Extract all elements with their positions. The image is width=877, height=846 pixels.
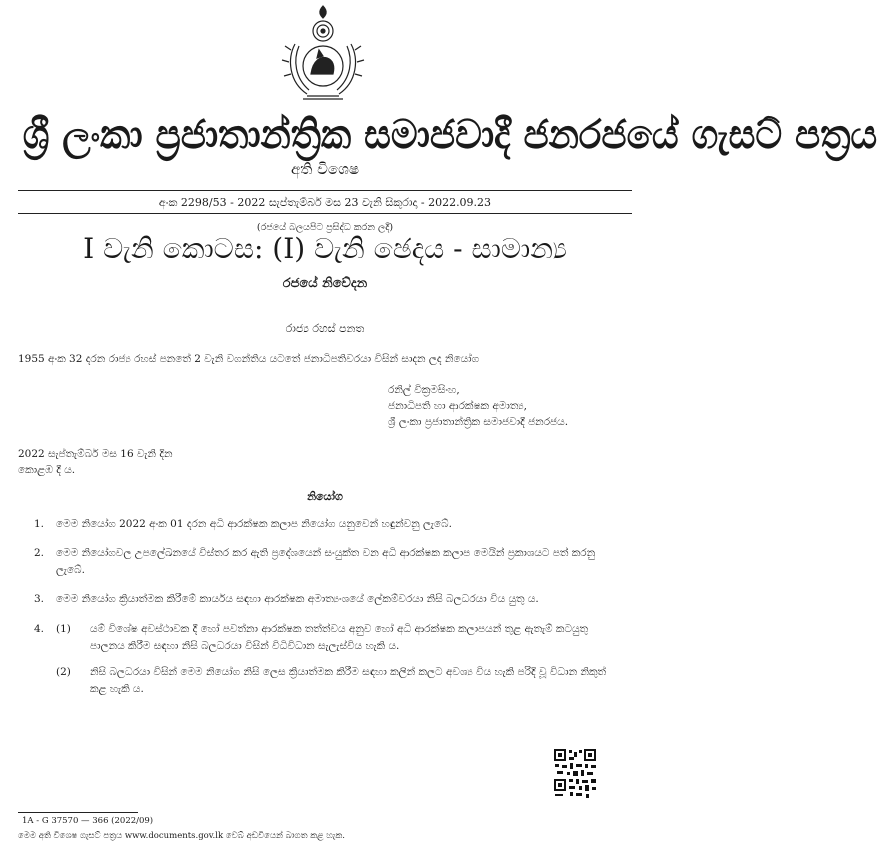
sub-title: රජයේ නිවේදන xyxy=(282,276,368,291)
subparagraph-number: (1) xyxy=(56,623,71,635)
gazette-title: ශ්‍රී ලංකා ප්‍රජාතාන්ත්‍රික සමාජවාදී ජනරජයේ ගැසට් පත්‍රය xyxy=(22,112,877,158)
footer-code: 1A - G 37570 — 366 (2022/09) xyxy=(22,816,154,826)
paragraph-number: 1. xyxy=(34,518,45,530)
orders-heading: නියෝග xyxy=(307,490,343,503)
paragraph-number: 3. xyxy=(34,593,45,605)
section-title: රාජ්‍ය රහස් පනත xyxy=(285,322,365,335)
place-line: කොළඹ දී ය. xyxy=(18,464,76,476)
published-by: (රජයේ බලයපිට ප්‍රසිද්ධ කරන ලදී) xyxy=(256,222,394,233)
paragraph-number: 2. xyxy=(34,547,45,559)
paragraph-number: 4. xyxy=(34,623,45,635)
subparagraph-text: යම් විශේෂ අවස්ථාවක දී හෝ පවත්නා ආරක්ෂක තත්ත්වය අනුව හෝ අධි ආරක්ෂක කලාපයන් තුළ ඇතැම් කටයුතු පාලනය කිරීම සඳහා නිසි බලධරයා විසින් විධිවිධාන සැලැස්විය හැකි ය. xyxy=(90,623,589,652)
paragraph-text: මෙම නියෝගවල උපලේඛනයේ විස්තර කර ඇති ප්‍රදේශයෙන් සංයුක්ත වන අධි ආරක්ෂක කලාප මෙයින් ප්‍රකාශයට පත් කරනු ලැබේ. xyxy=(56,547,596,576)
subparagraph-number: (2) xyxy=(56,666,71,678)
order-line: 1955 අංක 32 දරන රාජ්‍ය රහස් පනතේ 2 වැනි වගන්තිය යටතේ ජනාධිපතිවරයා විසින් සාදන ලද නියෝග xyxy=(18,353,480,365)
footer-note: මෙම අති විශෙෂ ගැසට් පත්‍රය www.documents.gov.lk වෙබ් අඩවියෙන් බාගත කළ හැක. xyxy=(18,831,345,841)
state-emblem-icon xyxy=(277,4,369,102)
issue-line: අංක 2298/53 - 2022 සැප්තැම්බර් මස 23 වැනි සිකුරාදා - 2022.09.23 xyxy=(158,196,492,209)
header-bottom-rule xyxy=(18,213,632,214)
header-top-rule xyxy=(18,190,632,191)
paragraph-text: මෙම නියෝග ක්‍රියාත්මක කිරීමේ කාර්යය සඳහා ආරක්ෂක අමාත්‍යංශයේ ලේකම්වරයා නිසි බලධරයා විය යුතු ය. xyxy=(56,593,539,605)
signature-name: රනිල් වික්‍රමසිංහ, xyxy=(388,384,460,396)
extraordinary-label: අති විශෙෂ xyxy=(290,160,360,178)
subparagraph-text: නිසි බලධරයා විසින් මෙම නියෝග නිසි ලෙස ක්‍රියාත්මක කිරීම සඳහා කලින් කලට අවශ්‍ය විය හැකි පරිදි වූ විධාන නිකුත් කළ හැකි ය. xyxy=(90,666,607,695)
signature-country: ශ්‍රී ලංකා ප්‍රජාතාන්ත්‍රික සමාජවාදී ජනරජය. xyxy=(388,416,569,428)
signature-title: ජනාධිපති හා ආරක්ෂක අමාත්‍ය, xyxy=(388,400,527,412)
part-title: I වැනි කොටස: (I) වැනි ඡෙදය - සාමාන්‍ය xyxy=(83,232,567,265)
qr-code-icon xyxy=(553,748,597,800)
date-line: 2022 සැප්තැම්බර් මස 16 වැනි දින xyxy=(18,448,173,460)
footer-rule xyxy=(18,812,138,813)
paragraph-text: මෙම නියෝග 2022 අංක 01 දරන අධි ආරක්ෂක කලාප නියෝග යනුවෙන් හඳුන්වනු ලැබේ. xyxy=(56,518,452,530)
